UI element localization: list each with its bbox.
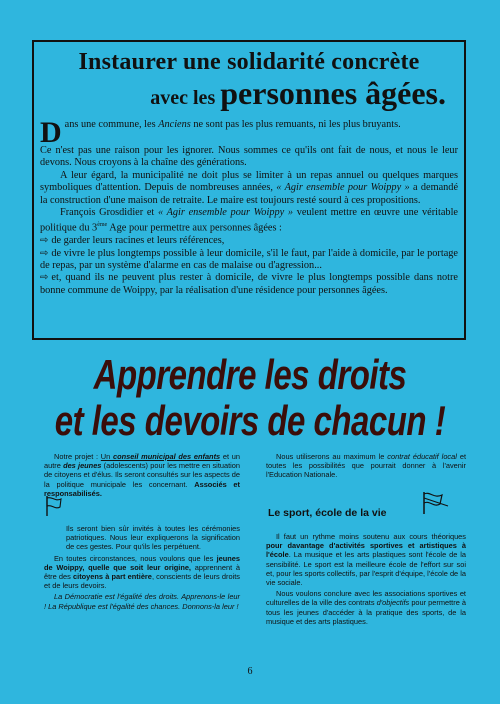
bullet-item: ⇨ de vivre le plus longtemps possible à leur domicile, s'il le faut, par l'aide à domicile, par le portage de repas, par un système d'alarme en cas de malaise ou d'agression... (40, 247, 458, 272)
right-paragraph-1: Nous utiliserons au maximum le contrat éducatif local et toutes les possibilités que pourrait donner à l'avenir l'Education Nationale. (266, 452, 467, 480)
flag-icon (420, 490, 452, 516)
article-title-line2: avec les personnes âgées. (150, 75, 446, 111)
arrow-icon: ⇨ (40, 235, 49, 247)
flag-icon (44, 495, 64, 517)
page-number: 6 (247, 666, 253, 677)
right-paragraph-2: Il faut un rythme moins soutenu aux cours théoriques pour davantage d'activités sportives et artistiques à l'école. La musique et les arts plastiques sont l'école de la sensibilité. Le sport est la meilleure école de l'effort sur soi et, pour les sports collectifs, par l'esprit d'équipe, l'école de la vie sociale. (266, 532, 466, 588)
article-paragraph-1: Dans une commune, les Anciens ne sont pas les plus remuants, ni les plus bruyants. (40, 116, 401, 149)
bullet-item: ⇨ de garder leurs racines et leurs références, (40, 235, 225, 247)
sport-section-title: Le sport, école de la vie (268, 507, 387, 519)
article-body (40, 116, 459, 297)
headline-line2: et les devoirs de chacun ! (54, 397, 446, 444)
article-paragraph-3: A leur égard, la municipalité ne doit plus se limiter à un repas annuel ou quelques marques symboliques d'attention. Depuis de nombreuses années, « Agir ensemble pour Woippy » a demandé la construction d'une maison de retraite. Le maire est toujours resté sourd à ces propositions. (40, 169, 459, 206)
elderly-article-box (32, 40, 466, 340)
left-column (44, 452, 240, 611)
left-paragraph-2: Ils seront bien sûr invités à toutes les cérémonies patriotiques. Nous leur expliquerons la signification de ces gestes. Pour qu'ils les perpétuent. (66, 524, 240, 552)
arrow-icon: ⇨ (40, 272, 49, 284)
article-title-emphasis: personnes âgées. (220, 75, 446, 111)
left-paragraph-4: La Démocratie est l'égalité des droits. Apprenons-le leur ! La République est l'égalité des chances. Donnons-la leur ! (44, 592, 240, 611)
bullet-item: ⇨ et, quand ils ne peuvent plus rester à domicile, de vivre le plus longtemps possible dans notre bonne commune de Woippy, par la réalisation d'une résidence pour personnes âgées. (40, 272, 458, 296)
headline-line1: Apprendre les droits (93, 351, 407, 398)
right-column-sport (266, 532, 466, 626)
arrow-icon: ⇨ (40, 247, 49, 259)
left-paragraph-3: En toutes circonstances, nous voulons que les jeunes de Woippy, quelle que soit leur origine, apprennent à être des citoyens à part entière, conscients de leurs droits et de leurs devoirs. (44, 553, 240, 591)
right-paragraph-3: Nous voulons conclure avec les associations sportives et culturelles de la ville des contrats d'objectifs pour permettre à tous les jeunes d'accéder à la pratique des sports, de la musique et des arts plastiques. (266, 589, 466, 626)
article-paragraph-2: Ce n'est pas une raison pour les ignorer. Nous sommes ce qu'ils ont fait de nous, et nous le leur devons. Nous croyons à la chaîne des générations. (40, 145, 458, 169)
left-paragraph-1: Notre projet : Un conseil municipal des enfants et un autre des jeunes (adolescents) pour les mettre en situation de citoyens et d'élus. Ils seront consultés sur les aspects de la politique municipale les concernant. Associés et responsabilisés. (44, 452, 241, 498)
drop-cap: D (40, 116, 62, 149)
article-paragraph-4: François Grosdidier et « Agir ensemble pour Woippy » veulent mettre en œuvre une véritable politique du 3ème Age pour permettre aux personnes âgées : (40, 207, 459, 234)
right-column (266, 452, 466, 480)
article-title-line1: Instaurer une solidarité concrète (78, 49, 420, 75)
